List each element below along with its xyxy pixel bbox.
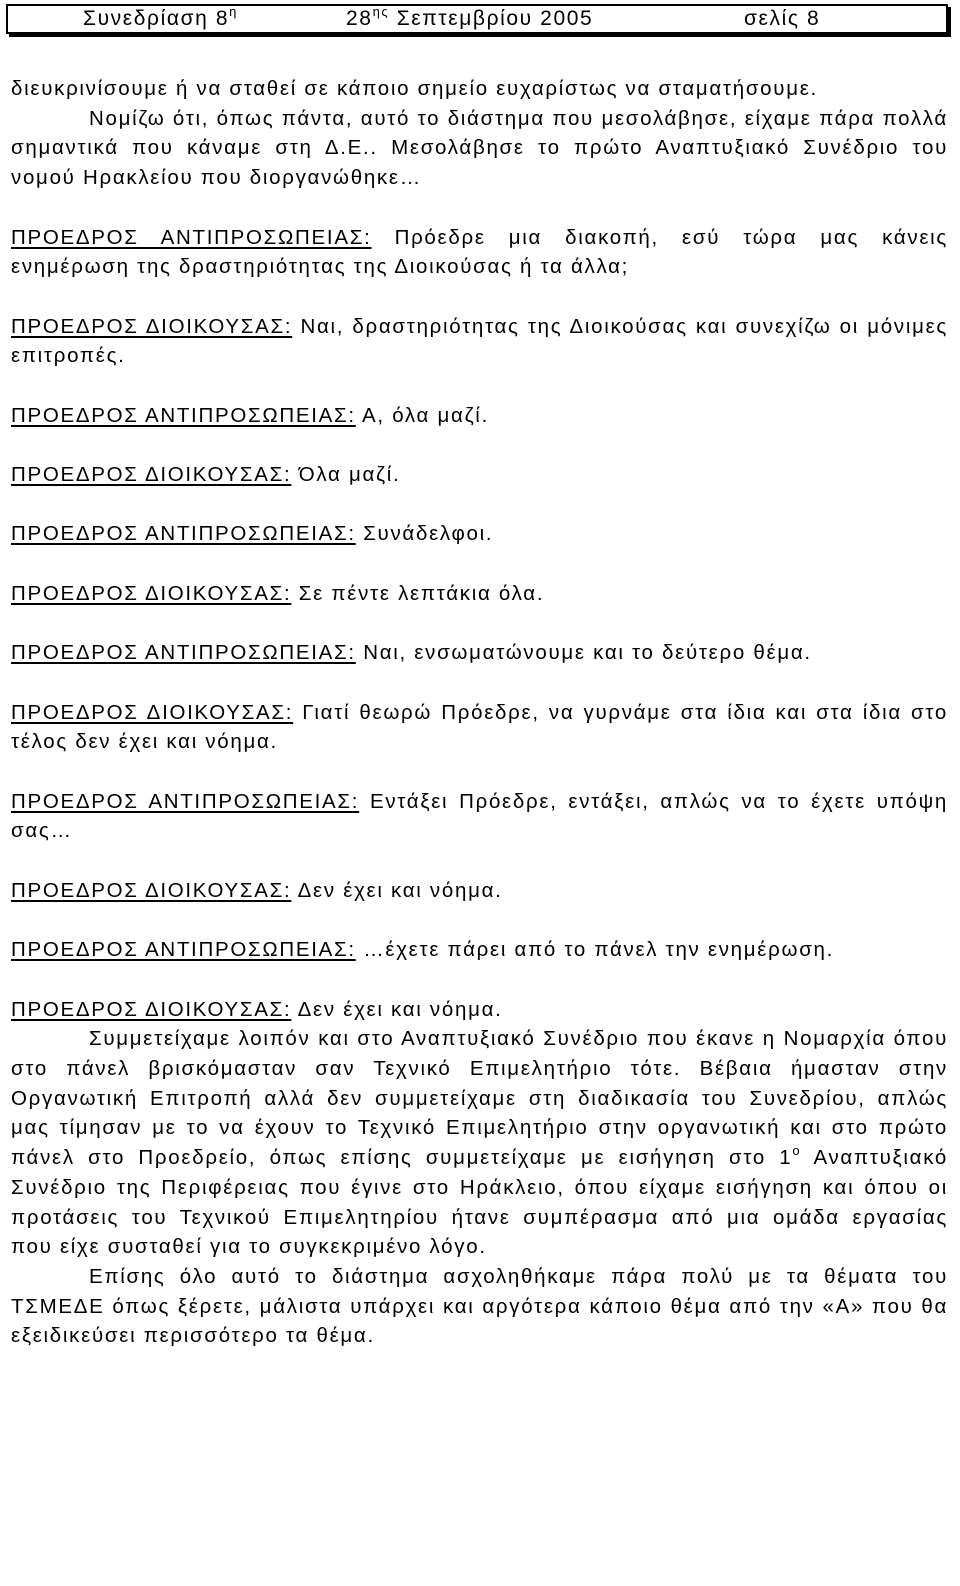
turn-7: ΠΡΟΕΔΡΟΣ ΑΝΤΙΠΡΟΣΩΠΕΙΑΣ: Ναι, ενσωματώνουμε και το δεύτερο θέμα. [11,641,812,665]
speaker-label: ΠΡΟΕΔΡΟΣ ΑΝΤΙΠΡΟΣΩΠΕΙΑΣ: [11,641,356,665]
ordinal-superscript: ο [792,1143,802,1159]
page-header [6,4,948,34]
turn-6: ΠΡΟΕΔΡΟΣ ΔΙΟΙΚΟΥΣΑΣ: Σε πέντε λεπτάκια όλα. [11,581,545,605]
session-superscript: η [229,4,238,19]
date-superscript: ης [372,4,390,19]
turn-5: ΠΡΟΕΔΡΟΣ ΑΝΤΙΠΡΟΣΩΠΕΙΑΣ: Συνάδελφοι. [11,522,494,546]
turn-8: ΠΡΟΕΔΡΟΣ ΔΙΟΙΚΟΥΣΑΣ: Γιατί θεωρώ Πρόεδρε, να γυρνάμε στα ίδια και στα ίδια στο τέλος δεν έχει και νόημα. [11,700,949,754]
speaker-label: ΠΡΟΕΔΡΟΣ ΔΙΟΙΚΟΥΣΑΣ: [11,463,292,487]
speaker-label: ΠΡΟΕΔΡΟΣ ΔΙΟΙΚΟΥΣΑΣ: [11,700,294,724]
speaker-label: ΠΡΟΕΔΡΟΣ ΔΙΟΙΚΟΥΣΑΣ: [11,997,292,1021]
closing-paragraph-1: Συμμετείχαμε λοιπόν και στο Αναπτυξιακό Συνέδριο που έκανε η Νομαρχία όπου στο πάνελ βρισκόμασταν σαν Τεχνικό Επιμελητήριο τότε. Βέβαια ήμασταν στην Οργανωτική Επιτροπή αλλά δεν συμμετείχαμε στη διαδικασία του Συνεδρίου, απλώς μας τίμησαν με το να έχουν το Τεχνικό Επιμελητήριο στην οργανωτική και στο πρώτο πάνελ στο Προεδρείο, όπως επίσης συμμετείχαμε με εισήγηση στο $1^o$ Αναπτυξιακό Συνέδριο της Περιφέρειας που έγινε στο Ηράκλειο, όπου είχαμε εισήγηση και όπου οι προτάσεις του Τεχνικού Επιμελητηρίου ήτανε συμπέρασμα από μια ομάδα εργασίας που είχε συσταθεί για το συγκεκριμένο λόγο. [11,1027,948,1259]
intro-paragraph-1: διευκρινίσουμε ή να σταθεί σε κάποιο σημείο ευχαρίστως να σταματήσουμε. [11,77,818,100]
speaker-label: ΠΡΟΕΔΡΟΣ ΔΙΟΙΚΟΥΣΑΣ: [11,314,293,338]
turn-12: ΠΡΟΕΔΡΟΣ ΔΙΟΙΚΟΥΣΑΣ: Δεν έχει και νόημα. [11,997,503,1021]
turn-10: ΠΡΟΕΔΡΟΣ ΔΙΟΙΚΟΥΣΑΣ: Δεν έχει και νόημα. [11,878,503,902]
turn-1: ΠΡΟΕΔΡΟΣ ΑΝΤΙΠΡΟΣΩΠΕΙΑΣ: Πρόεδρε μια διακοπή, εσύ τώρα μας κάνεις ενημέρωση της δραστηριότητας της Διοικούσας ή τα άλλα; [11,225,948,279]
turn-11: ΠΡΟΕΔΡΟΣ ΑΝΤΙΠΡΟΣΩΠΕΙΑΣ: …έχετε πάρει από το πάνελ την ενημέρωση. [11,938,835,962]
speaker-label: ΠΡΟΕΔΡΟΣ ΑΝΤΙΠΡΟΣΩΠΕΙΑΣ: [11,403,356,427]
turn-3: ΠΡΟΕΔΡΟΣ ΑΝΤΙΠΡΟΣΩΠΕΙΑΣ: Α, όλα μαζί. [11,403,489,427]
session-date: $28^{\eta\varsigma}$ Σεπτεμβρίου 2005 [346,4,594,30]
speaker-label: ΠΡΟΕΔΡΟΣ ΑΝΤΙΠΡΟΣΩΠΕΙΑΣ: [11,522,356,546]
turn-2: ΠΡΟΕΔΡΟΣ ΔΙΟΙΚΟΥΣΑΣ: Ναι, δραστηριότητας της Διοικούσας και συνεχίζω οι μόνιμες επιτροπές. [11,314,948,368]
speaker-label: ΠΡΟΕΔΡΟΣ ΔΙΟΙΚΟΥΣΑΣ: [11,581,292,605]
speaker-label: ΠΡΟΕΔΡΟΣ ΔΙΟΙΚΟΥΣΑΣ: [11,878,292,902]
turn-9: ΠΡΟΕΔΡΟΣ ΑΝΤΙΠΡΟΣΩΠΕΙΑΣ: Εντάξει Πρόεδρε, εντάξει, απλώς να το έχετε υπόψη σας… [11,789,948,843]
document-body [11,74,948,1351]
session-number: Συνεδρίαση $8^\eta$ [83,4,238,30]
speaker-label: ΠΡΟΕΔΡΟΣ ΑΝΤΙΠΡΟΣΩΠΕΙΑΣ: [11,225,372,249]
speaker-label: ΠΡΟΕΔΡΟΣ ΑΝΤΙΠΡΟΣΩΠΕΙΑΣ: [11,789,360,813]
intro-paragraph-2: Νομίζω ότι, όπως πάντα, αυτό το διάστημα που μεσολάβησε, είχαμε πάρα πολλά σημαντικά που κάναμε στη Δ.Ε.. Μεσολάβησε το πρώτο Αναπτυξιακό Συνέδριο του νομού Ηρακλείου που διοργανώθηκε… [11,106,948,190]
closing-paragraph-2: Επίσης όλο αυτό το διάστημα ασχοληθήκαμε πάρα πολύ με τα θέματα του ΤΣΜΕΔΕ όπως ξέρετε, μάλιστα υπάρχει και αργότερα κάποιο θέμα από την «Α» που θα εξειδικεύσει περισσότερο τα θέμα. [11,1264,948,1348]
page-number: σελίς 8 [744,7,821,30]
speaker-label: ΠΡΟΕΔΡΟΣ ΑΝΤΙΠΡΟΣΩΠΕΙΑΣ: [11,938,356,962]
turn-4: ΠΡΟΕΔΡΟΣ ΔΙΟΙΚΟΥΣΑΣ: Όλα μαζί. [11,463,401,487]
